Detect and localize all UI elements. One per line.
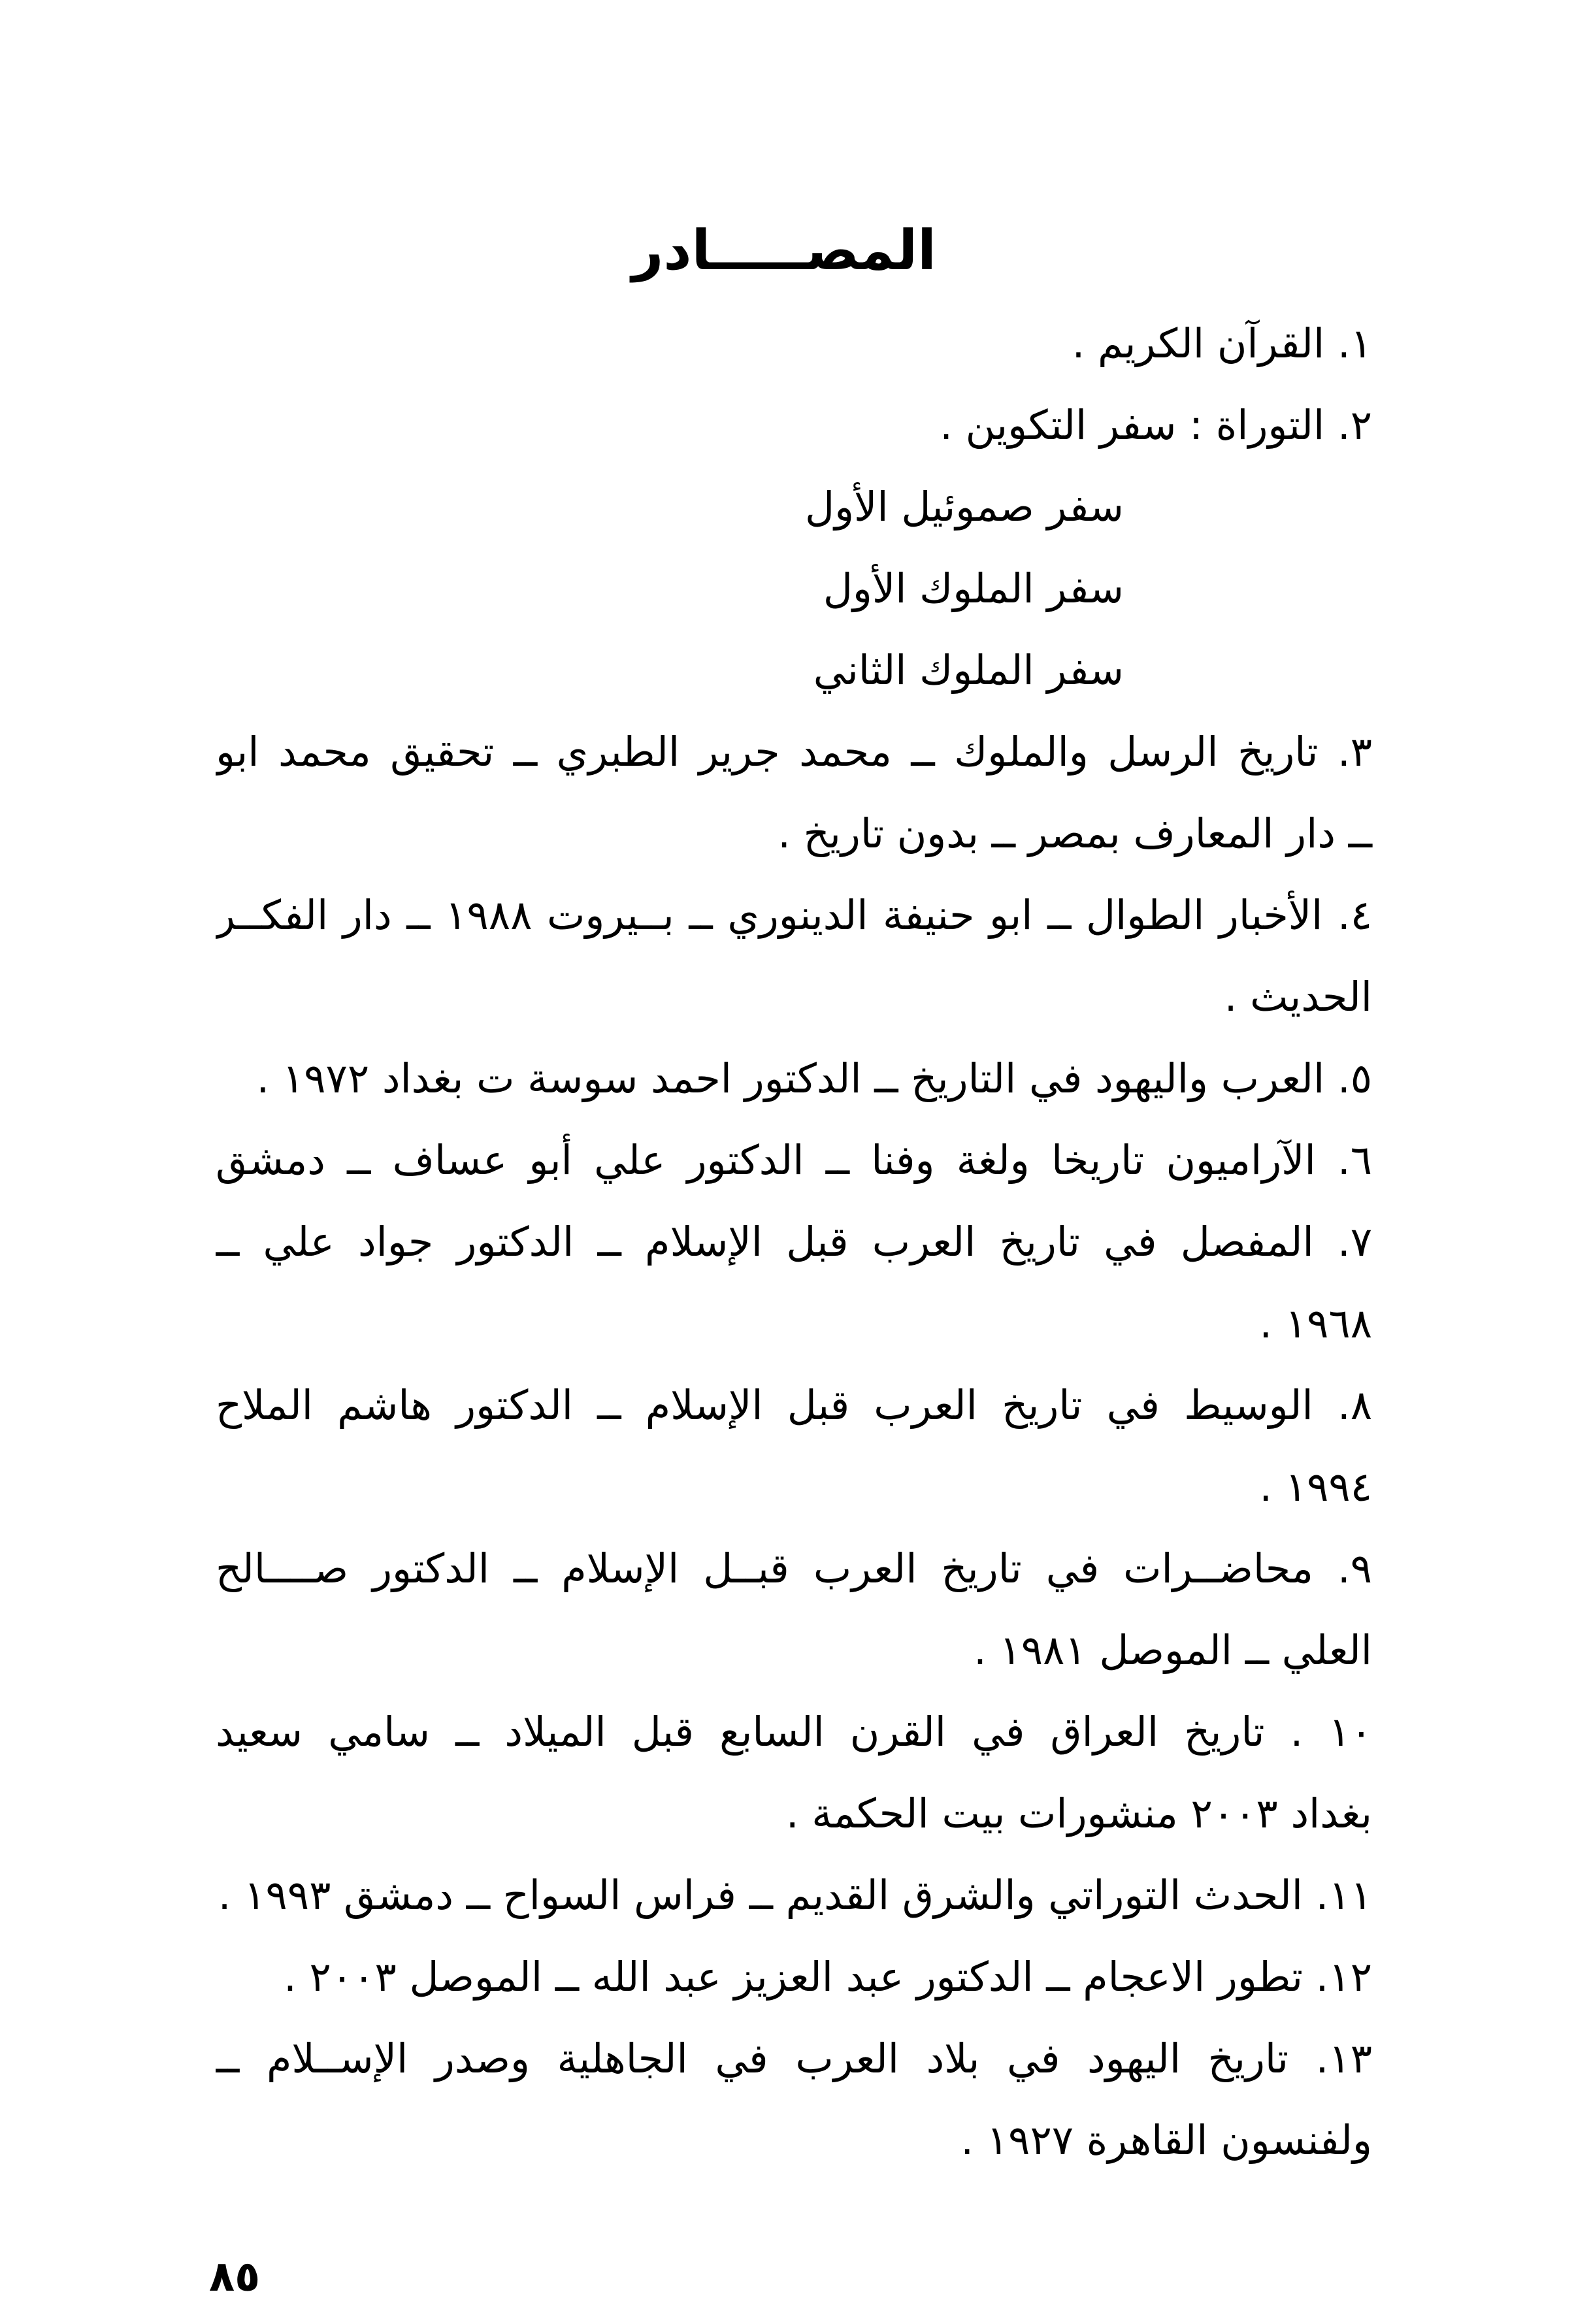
reference-entry-5: ٥. العرب واليهود في التاريخ ــ الدكتور احمد سوسة ت بغداد ١٩٧٢ .: [256, 1055, 1372, 1102]
reference-entry-8: ٨. الوسيط في تاريخ العرب قبل الإسلام ــ الدكتور هاشم الملاح: [216, 1381, 1372, 1429]
reference-entry-9-continued: العلي ــ الموصل ١٩٨١ .: [974, 1626, 1372, 1674]
reference-entry-10: ١٠ . تاريخ العراق في القرن السابع قبل الميلاد ــ سامي سعيد: [216, 1708, 1372, 1756]
page-title: المصـــــادر: [632, 218, 936, 282]
reference-entry-8-continued: ١٩٩٤ .: [1259, 1463, 1372, 1511]
reference-entry-2-sub-3: سفر الملوك الثاني: [813, 646, 1124, 694]
reference-entry-3-continued: ــ دار المعارف بمصر ــ بدون تاريخ .: [778, 810, 1372, 857]
reference-list: [216, 303, 1372, 2181]
reference-entry-1: ١. القرآن الكريم .: [1072, 319, 1372, 367]
reference-entry-12: ١٢. تطور الاعجام ــ الدكتور عبد العزيز عبد الله ــ الموصل ٢٠٠٣ .: [284, 1953, 1372, 2001]
reference-entry-3: ٣. تاريخ الرسل والملوك ــ محمد جرير الطبري ــ تحقيق محمد ابو: [216, 728, 1372, 776]
reference-entry-13: ١٣. تاريخ اليهود في بلاد العرب في الجاهلية وصدر الإســلام ــ: [216, 2035, 1372, 2082]
page-number: ٨٥: [209, 2253, 261, 2301]
reference-entry-4-continued: الحديث .: [1224, 973, 1372, 1021]
reference-entry-7: ٧. المفصل في تاريخ العرب قبل الإسلام ــ الدكتور جواد علي ــ: [216, 1218, 1372, 1266]
reference-entry-2-sub-2: سفر الملوك الأول: [823, 565, 1124, 612]
reference-entry-7-continued: ١٩٦٨ .: [1259, 1300, 1372, 1347]
reference-entry-10-continued: بغداد ٢٠٠٣ منشورات بيت الحكمة .: [785, 1790, 1372, 1837]
reference-entry-13-continued: ولفنسون القاهرة ١٩٢٧ .: [960, 2116, 1372, 2164]
reference-entry-2: ٢. التوراة : سفر التكوين .: [940, 401, 1372, 449]
reference-entry-4: ٤. الأخبار الطوال ــ ابو حنيفة الدينوري ــ بــيروت ١٩٨٨ ــ دار الفكــر: [216, 891, 1372, 939]
reference-entry-11: ١١. الحدث التوراتي والشرق القديم ــ فراس السواح ــ دمشق ١٩٩٣ .: [218, 1871, 1372, 1919]
reference-entry-6: ٦. الآراميون تاريخا ولغة وفنا ــ الدكتور علي أبو عساف ــ دمشق: [216, 1136, 1372, 1184]
reference-entry-2-sub-1: سفر صموئيل الأول: [805, 483, 1124, 531]
reference-entry-9: ٩. محاضــرات في تاريخ العرب قبــل الإسلام ــ الدكتور صــــالح: [216, 1545, 1372, 1592]
